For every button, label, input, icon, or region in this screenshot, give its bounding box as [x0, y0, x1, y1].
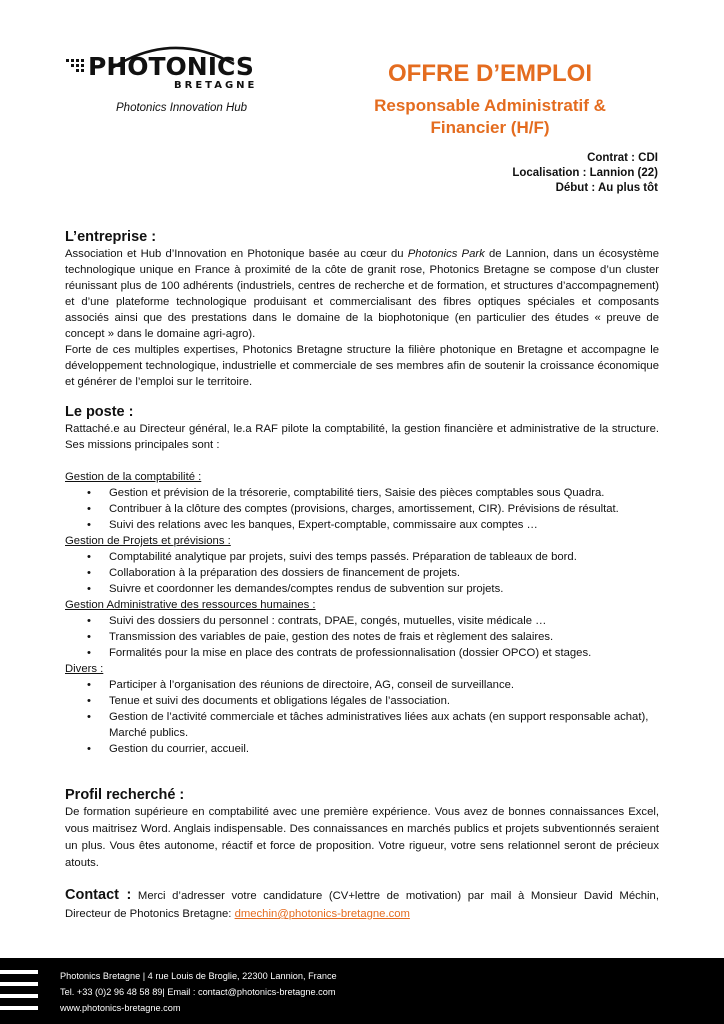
- entreprise-heading: L’entreprise :: [65, 229, 157, 245]
- list-item: • Gestion du courrier, accueil.: [65, 741, 659, 757]
- list-item: • Formalités pour la mise en place des contrats de professionnalisation (dossier OPCO) et stages.: [65, 645, 659, 661]
- bullet-list: [65, 549, 659, 597]
- meta-localisation: Localisation : Lannion (22): [512, 167, 658, 179]
- footer-address: Photonics Bretagne | 4 rue Louis de Broglie, 22300 Lannion, France: [60, 971, 337, 981]
- contact-email-link[interactable]: dmechin@photonics-bretagne.com: [234, 908, 410, 920]
- logo-wordmark: PHOTONICS: [88, 52, 254, 81]
- job-title-line1: Responsable Administratif &: [374, 96, 606, 115]
- list-item: • Gestion de l’activité commerciale et tâches administratives liées aux achats (en support responsable achat), Marché publics.: [65, 709, 659, 741]
- contact-heading: Contact :: [65, 887, 132, 903]
- subsection-title: Gestion de Projets et prévisions :: [65, 535, 231, 547]
- footer-text: [60, 968, 337, 1016]
- poste-intro: Rattaché.e au Directeur général, le.a RAF pilote la comptabilité, la gestion financière et administrative de la structure. Ses missions principales sont :: [65, 423, 659, 451]
- list-item: • Gestion et prévision de la trésorerie, comptabilité tiers, Saisie des pièces comptables sous Quadra.: [65, 485, 659, 501]
- bullet-list: [65, 677, 659, 757]
- subsection-title: Gestion Administrative des ressources humaines :: [65, 599, 316, 611]
- logo-subtitle: BRETAGNE: [174, 80, 258, 91]
- bullet-list: [65, 613, 659, 661]
- list-item: • Suivi des dossiers du personnel : contrats, DPAE, congés, mutuelles, visite médicale …: [65, 613, 659, 629]
- contact-paragraph: [65, 886, 659, 923]
- footer-contact: Tel. +33 (0)2 96 48 58 89| Email : contact@photonics-bretagne.com: [60, 987, 336, 997]
- section-poste: [65, 403, 659, 757]
- entreprise-paragraph-2: Forte de ces multiples expertises, Photonics Bretagne structure la filière photonique en Bretagne et accompagne le développement technologique, industrielle et commerciale de ses membres afin de soutenir la croissance économique et générer de l’emploi sur le territoire.: [65, 344, 659, 388]
- photonics-logo: [62, 50, 262, 120]
- meta-debut: Début : Au plus tôt: [555, 182, 658, 194]
- entreprise-paragraph-1: Association et Hub d’Innovation en Photonique basée au cœur du Photonics Park de Lannion, dans un écosystème technologique unique en France à proximité de la côte de granit rose, Photonics Bretagne se compose d’un cluster réunissant plus de 100 adhérents (industriels, centres de recherche et de formation, et structures d’accompagnement) et d’une plateforme technologique produisant et commercialisant des fibres optiques spéciales et composants associés ainsi que des prestations dans le domaine de la biophotonique (en particulier des études « preuve de concept » dans le domaine agri-agro).: [65, 248, 659, 340]
- footer-stripes-icon: [0, 968, 40, 1014]
- list-item: • Comptabilité analytique par projets, suivi des temps passés. Préparation de tableaux de bord.: [65, 549, 659, 565]
- profil-text: De formation supérieure en comptabilité avec une première expérience. Vous avez de bonnes connaissances Excel, vous maitrisez Word. Anglais indispensable. Des connaissances en marchés publics et projets subventionnés seraient un plus. Vous êtes autonome, réactif et force de proposition. Votre rigueur, votre sens relationnel seront de précieux atouts.: [65, 806, 659, 869]
- list-item: • Suivi des relations avec les banques, Expert-comptable, commissaire aux comptes …: [65, 517, 659, 533]
- logo-tagline: Photonics Innovation Hub: [116, 102, 248, 114]
- list-item: • Participer à l’organisation des réunions de directoire, AG, conseil de surveillance.: [65, 677, 659, 693]
- job-title-line2: Financier (H/F): [430, 118, 550, 137]
- job-meta: [512, 151, 658, 196]
- footer: [0, 958, 724, 1024]
- contact-text: Merci d’adresser votre candidature (CV+lettre de motivation) par mail à Monsieur David Méchin, Directeur de Photonics Bretagne:: [65, 890, 659, 920]
- section-contact: [65, 886, 659, 923]
- section-entreprise: [65, 228, 659, 390]
- profil-heading: Profil recherché :: [65, 787, 185, 803]
- logo-dots-icon: [66, 59, 86, 73]
- list-item: • Collaboration à la préparation des dossiers de financement de projets.: [65, 565, 659, 581]
- page-title: OFFRE D’EMPLOI: [388, 60, 592, 87]
- job-title: [300, 95, 680, 139]
- footer-website[interactable]: www.photonics-bretagne.com: [60, 1003, 181, 1013]
- subsection-title: Divers :: [65, 663, 104, 675]
- subsection-title: Gestion de la comptabilité :: [65, 471, 202, 483]
- bullet-list: [65, 485, 659, 533]
- list-item: • Transmission des variables de paie, gestion des notes de frais et règlement des salaires.: [65, 629, 659, 645]
- section-profil: [65, 786, 659, 872]
- list-item: • Suivre et coordonner les demandes/comptes rendus de subvention sur projets.: [65, 581, 659, 597]
- list-item: • Tenue et suivi des documents et obligations légales de l’association.: [65, 693, 659, 709]
- list-item: • Contribuer à la clôture des comptes (provisions, charges, amortissement, CIR). Prévisions de résultat.: [65, 501, 659, 517]
- meta-contrat: Contrat : CDI: [587, 152, 658, 164]
- poste-heading: Le poste :: [65, 404, 134, 420]
